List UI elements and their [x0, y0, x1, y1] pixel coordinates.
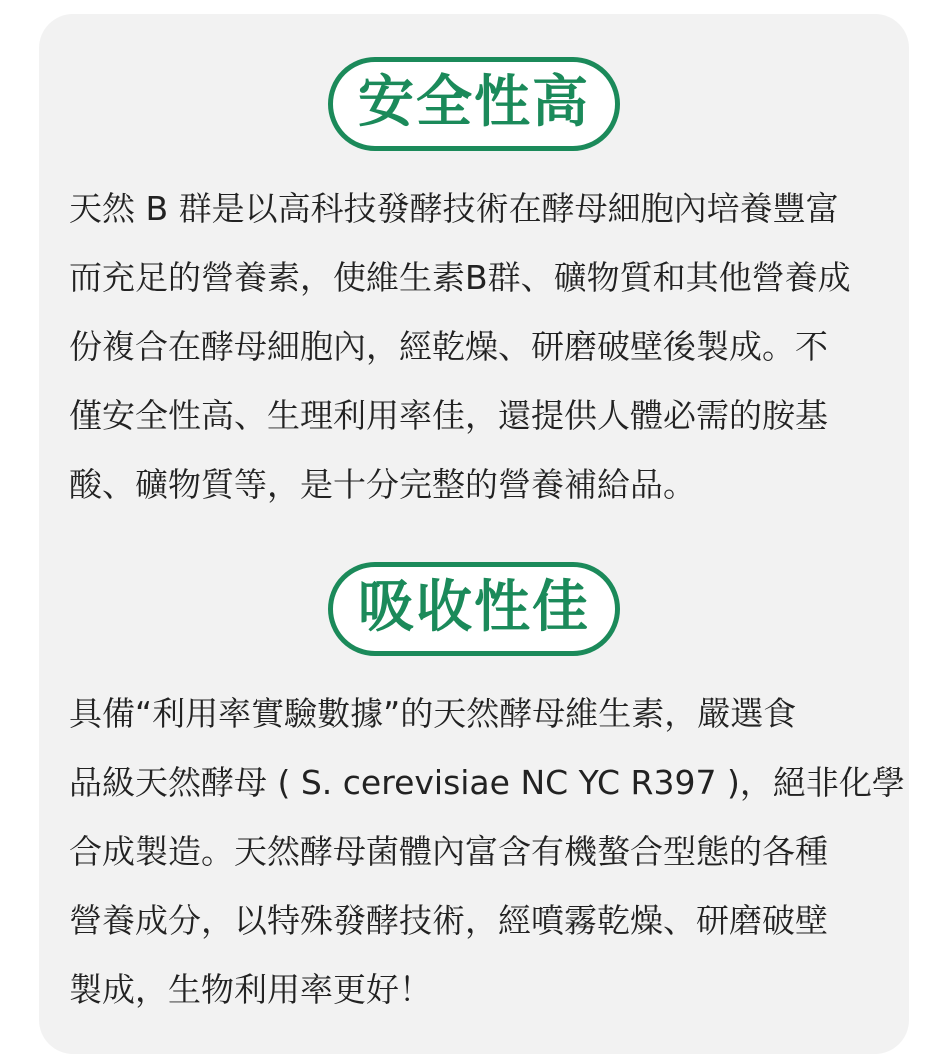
- paragraph-line: 酸、礦物質等，是十分完整的營養補給品。: [69, 465, 696, 504]
- paragraph-line: 製成，生物利用率更好！: [69, 970, 432, 1009]
- paragraph-line: 品級天然酵母 ( S. cerevisiae NC YC R397 )，絕非化學: [69, 763, 905, 802]
- paragraph-line: 營養成分，以特殊發酵技術，經噴霧乾燥、研磨破壁: [69, 901, 828, 940]
- section-heading-absorption: 吸收性佳: [328, 562, 620, 656]
- paragraph-line: 合成製造。天然酵母菌體內富含有機螯合型態的各種: [69, 832, 828, 871]
- paragraph-line: 天然 B 群是以高科技發酵技術在酵母細胞內培養豐富: [69, 189, 839, 228]
- section-heading-safety: 安全性高: [328, 57, 620, 151]
- section-heading-wrap: [39, 562, 909, 656]
- paragraph-line: 而充足的營養素，使維生素B群、礦物質和其他營養成: [69, 258, 851, 297]
- paragraph-line: 僅安全性高、生理利用率佳，還提供人體必需的胺基: [69, 396, 828, 435]
- content-card: [39, 14, 909, 1054]
- section-paragraph-absorption: [69, 679, 905, 1024]
- section-paragraph-safety: [69, 174, 879, 519]
- paragraph-line: 具備“利用率實驗數據”的天然酵母維生素，嚴選食: [69, 694, 797, 733]
- section-heading-wrap: [39, 57, 909, 151]
- paragraph-line: 份複合在酵母細胞內，經乾燥、研磨破壁後製成。不: [69, 327, 828, 366]
